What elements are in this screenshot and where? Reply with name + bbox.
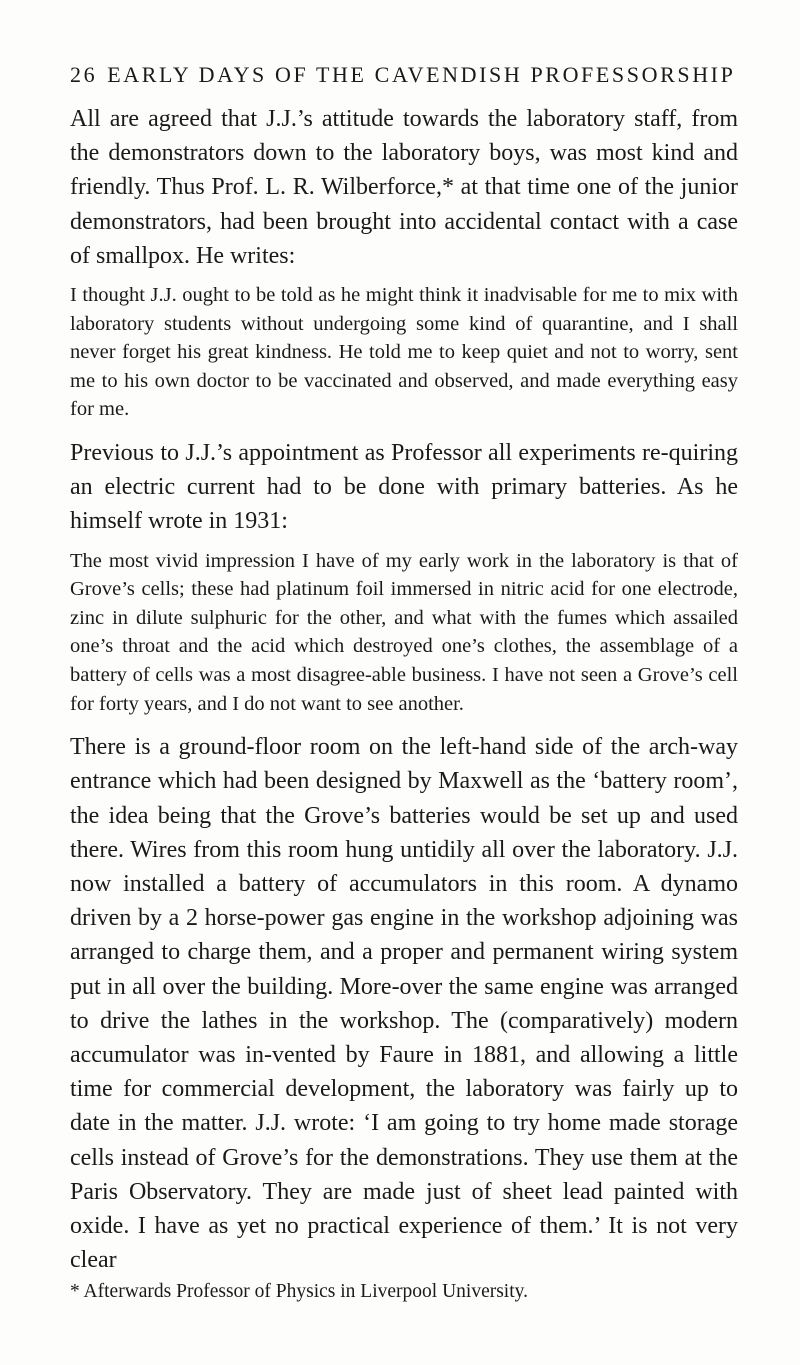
running-title: EARLY DAYS OF THE CAVENDISH PROFESSORSHIP	[107, 62, 736, 87]
running-head	[70, 62, 738, 88]
footnote: * Afterwards Professor of Physics in Liverpool University.	[70, 1281, 529, 1303]
paragraph-staff-attitude: All are agreed that J.J.’s attitude towards the laboratory staff, from the demonstrators down to the laboratory boys, was most kind and friendly. Thus Prof. L. R. Wilberforce,* at that time one of the junior demonstrators, had been brought into accidental contact with a case of smallpox. He writes:	[70, 106, 738, 269]
quote-wilberforce: I thought J.J. ought to be told as he might think it inadvisable for me to mix with laboratory students without undergoing some kind of quarantine, and I shall never forget his great kindness. He told me to keep quiet and not to worry, sent me to his own doctor to be vaccinated and observed, and made everything easy for me.	[70, 284, 738, 421]
paragraph-battery-room: There is a ground-floor room on the left-hand side of the arch-way entrance which had been designed by Maxwell as the ‘battery room’, the idea being that the Grove’s batteries would be set up and used there. Wires from this room hung untidily all over the laboratory. J.J. now installed a battery of accumulators in this room. A dynamo driven by a 2 horse-power gas engine in the workshop adjoining was arranged to charge them, and a proper and permanent wiring system put in all over the building. More-over the same engine was arranged to drive the lathes in the workshop. The (comparatively) modern accumulator was in-vented by Faure in 1881, and allowing a little time for commercial development, the laboratory was fairly up to date in the matter. J.J. wrote: ‘I am going to try home made storage cells instead of Grove’s for the demonstrations. They use them at the Paris Observatory. They are made just of sheet lead painted with oxide. I have as yet no practical experience of them.’ It is not very clear	[70, 734, 738, 1274]
page-number: 26	[70, 62, 98, 87]
paragraph-primary-batteries: Previous to J.J.’s appointment as Professor all experiments re-quiring an electric current had to be done with primary batteries. As he himself wrote in 1931:	[70, 439, 738, 535]
book-page	[70, 62, 738, 1305]
quote-groves-cells: The most vivid impression I have of my early work in the laboratory is that of Grove’s cells; these had platinum foil immersed in nitric acid for one electrode, zinc in dilute sulphuric for the other, and what with the fumes which assailed one’s throat and the acid which destroyed one’s clothes, the assemblage of a battery of cells was a most disagree-able business. I have not seen a Grove’s cell for forty years, and I do not want to see another.	[70, 549, 738, 715]
